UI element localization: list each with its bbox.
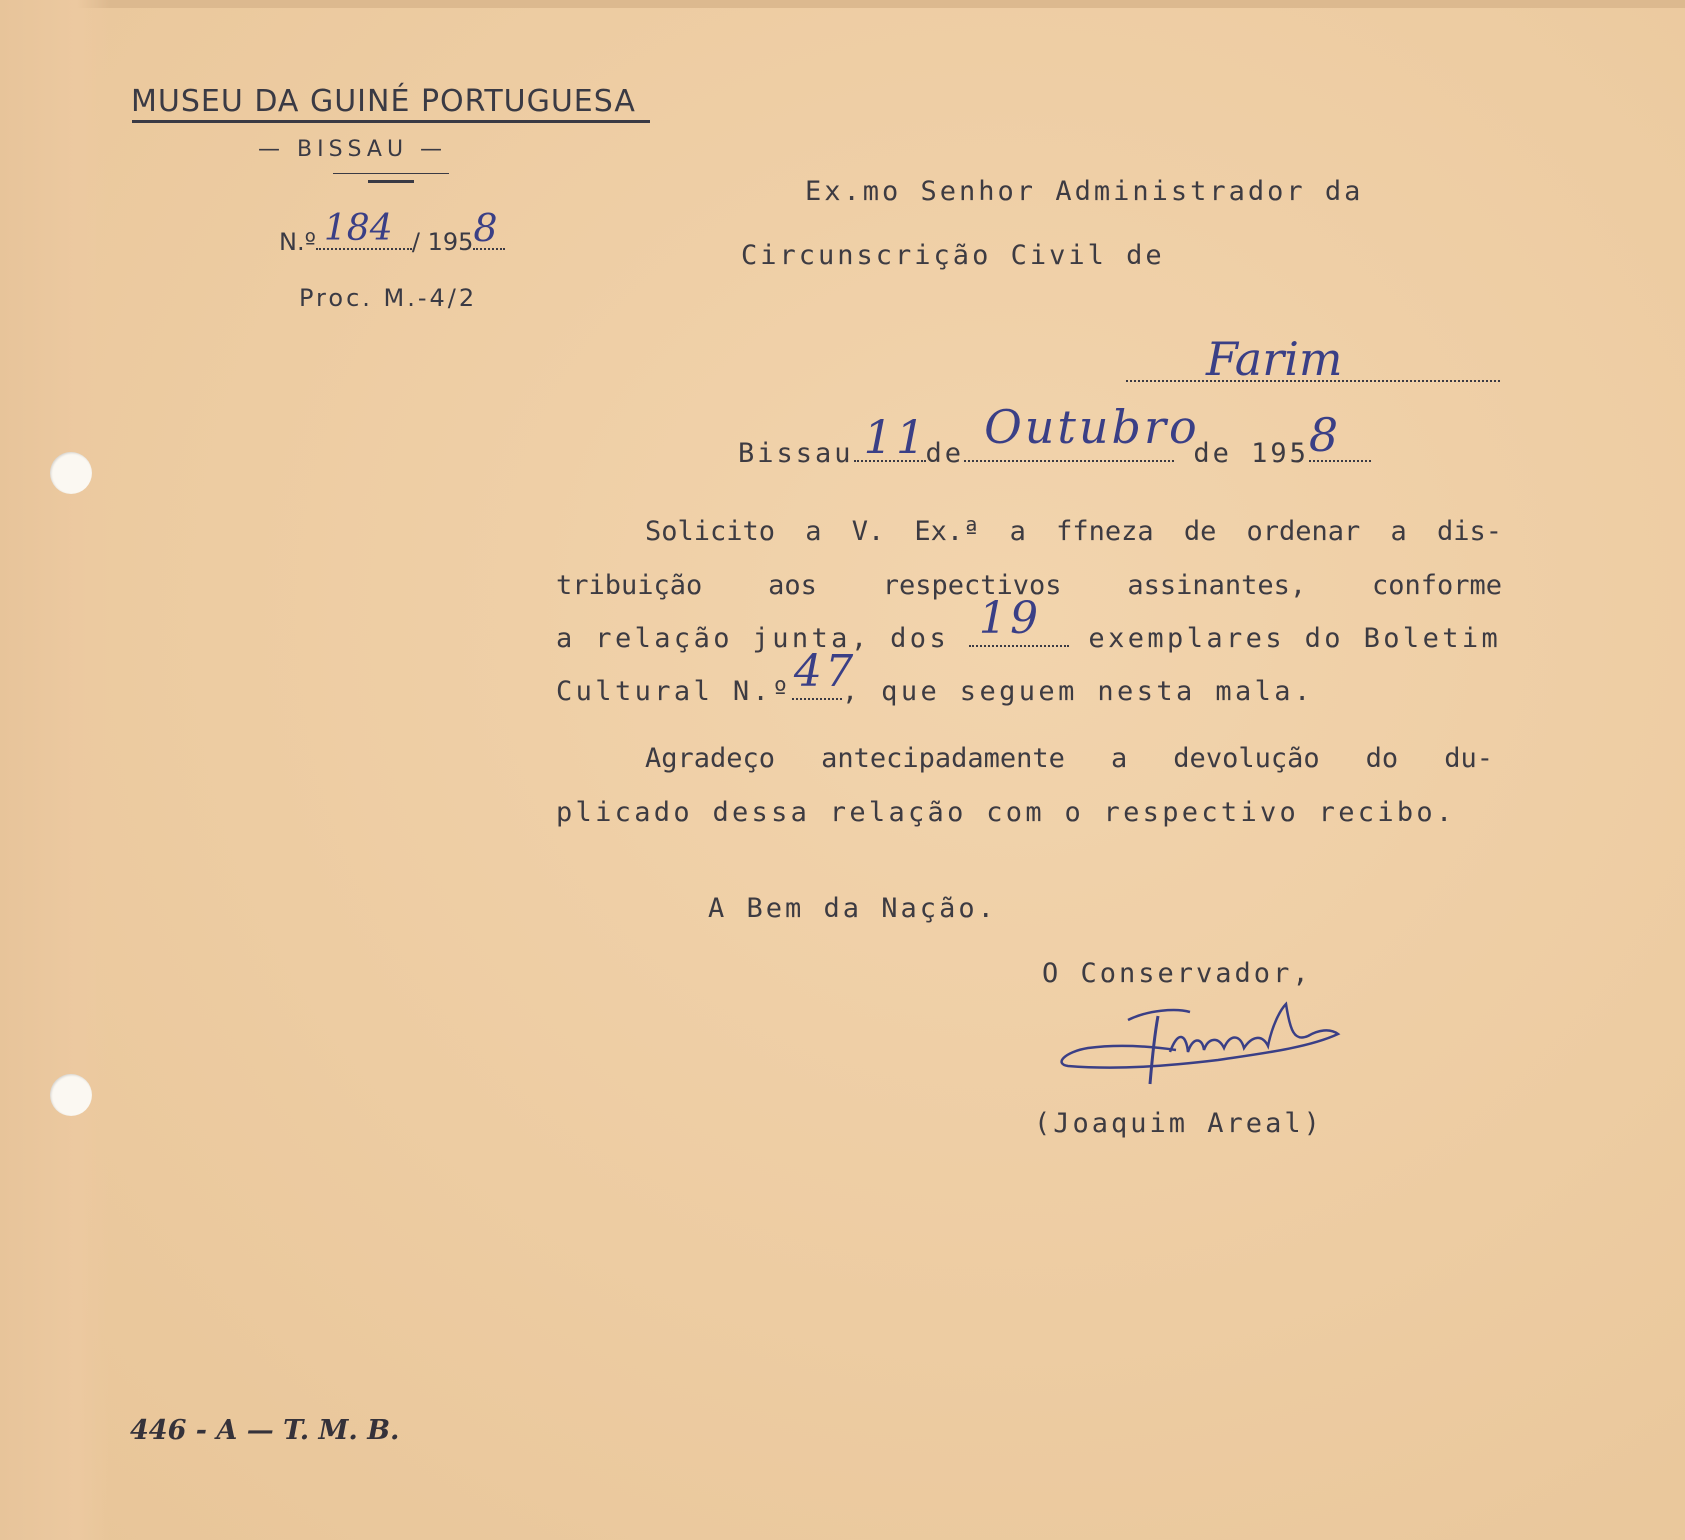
handwritten-signature: [1058, 990, 1368, 1114]
body-p1-line-1: Solicito a V. Ex.ª a ffneza de ordenar a dis-: [645, 516, 1502, 547]
body-p2-line-1: Agradeço antecipadamente a devolução do du-: [645, 743, 1493, 774]
recipient-line-2: Circunscrição Civil de: [741, 240, 1165, 271]
recipient-line-1: Ex.mo Senhor Administrador da: [805, 176, 1364, 207]
p1-line4-start: Cultural N.º: [556, 676, 792, 707]
body-p1-line-3: [556, 593, 1502, 654]
p1-line3-start: a relação junta, dos: [556, 623, 950, 654]
closing-salutation: A Bem da Nação.: [708, 893, 997, 924]
handwritten-month: Outubro: [984, 400, 1200, 454]
body-p1-line-4: [556, 646, 1314, 707]
handwritten-year: 8: [1308, 408, 1342, 462]
city-dash: [368, 180, 414, 183]
handwritten-number: 184: [323, 208, 393, 249]
number-prefix: N.º: [279, 228, 316, 256]
body-p1-line-2: tribuição aos respectivos assinantes, conforme: [556, 570, 1502, 601]
date-city: Bissau: [738, 438, 854, 469]
reference-number: [279, 206, 505, 256]
date-de-1: de: [925, 438, 965, 469]
p1-line3-end: exemplares do Boletim: [1088, 623, 1502, 654]
institution-name: MUSEU DA GUINÉ PORTUGUESA: [131, 84, 636, 119]
year-prefix: / 195: [411, 228, 474, 256]
punch-hole-top: [50, 452, 92, 494]
paper-top-edge: [0, 0, 1685, 8]
handwritten-year-digit: 8: [473, 206, 498, 250]
city-rule: [333, 173, 449, 174]
signatory-name: (Joaquim Areal): [1034, 1108, 1323, 1139]
process-reference: Proc. M.-4/2: [299, 284, 478, 312]
body-p2-line-2: plicado dessa relação com o respectivo recibo.: [556, 797, 1456, 828]
punch-hole-bottom: [50, 1074, 92, 1116]
date-line: [738, 400, 1371, 469]
form-code: 446 - A — T. M. B.: [130, 1415, 400, 1446]
institution-city: — BISSAU —: [258, 137, 448, 162]
handwritten-day: 11: [863, 410, 929, 464]
date-de-2: de 195: [1193, 438, 1309, 469]
place-line: [1126, 332, 1500, 386]
paper-left-margin: [0, 0, 110, 1540]
handwritten-copies: 19: [978, 593, 1042, 644]
letterhead-rule: [132, 120, 650, 123]
closing-title: O Conservador,: [1042, 958, 1312, 989]
handwritten-place: Farim: [1206, 332, 1343, 386]
p1-line4-end: , que seguem nesta mala.: [841, 676, 1314, 707]
handwritten-bulletin-number: 47: [793, 646, 857, 697]
signature-drawing: [1058, 990, 1368, 1110]
